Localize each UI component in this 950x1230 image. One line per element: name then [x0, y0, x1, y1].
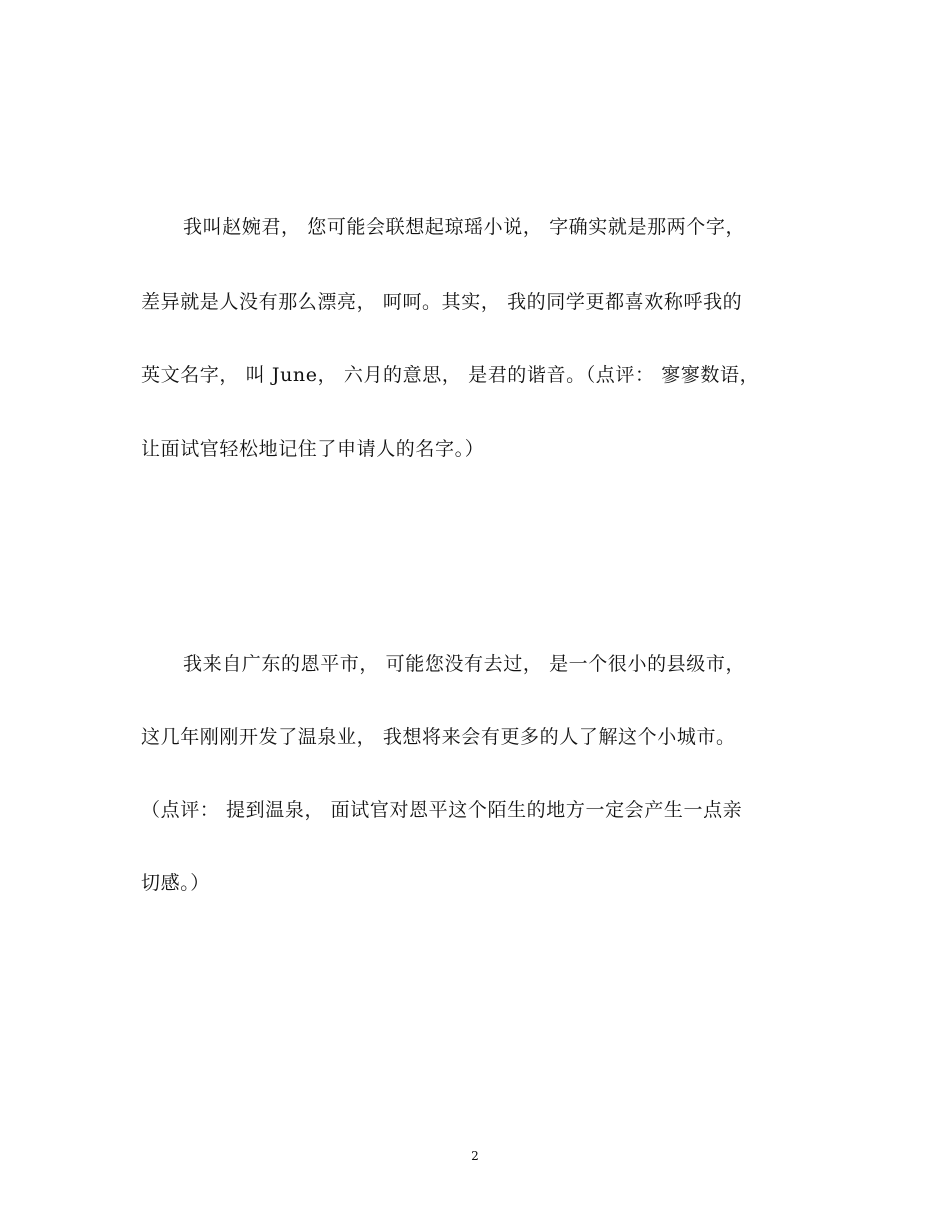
- paragraph-line: 英文名字， 叫 June， 六月的意思， 是君的谐音。（点评： 寥寥数语，: [141, 364, 760, 386]
- paragraph-line: 这几年刚刚开发了温泉业， 我想将来会有更多的人了解这个小城市。: [141, 726, 736, 748]
- paragraph-line: 切感。）: [141, 872, 210, 894]
- paragraph-line: （点评： 提到温泉， 面试官对恩平这个陌生的地方一定会产生一点亲: [141, 799, 743, 821]
- paragraph-line: 我来自广东的恩平市， 可能您没有去过， 是一个很小的县级市，: [183, 653, 746, 675]
- paragraph-line: 让面试官轻松地记住了申请人的名字。）: [141, 438, 485, 460]
- page-number: 2: [471, 1149, 479, 1163]
- paragraph-line: 差异就是人没有那么漂亮， 呵呵。其实， 我的同学更都喜欢称呼我的: [141, 291, 743, 313]
- paragraph-line: 我叫赵婉君， 您可能会联想起琼瑶小说， 字确实就是那两个字，: [183, 216, 746, 238]
